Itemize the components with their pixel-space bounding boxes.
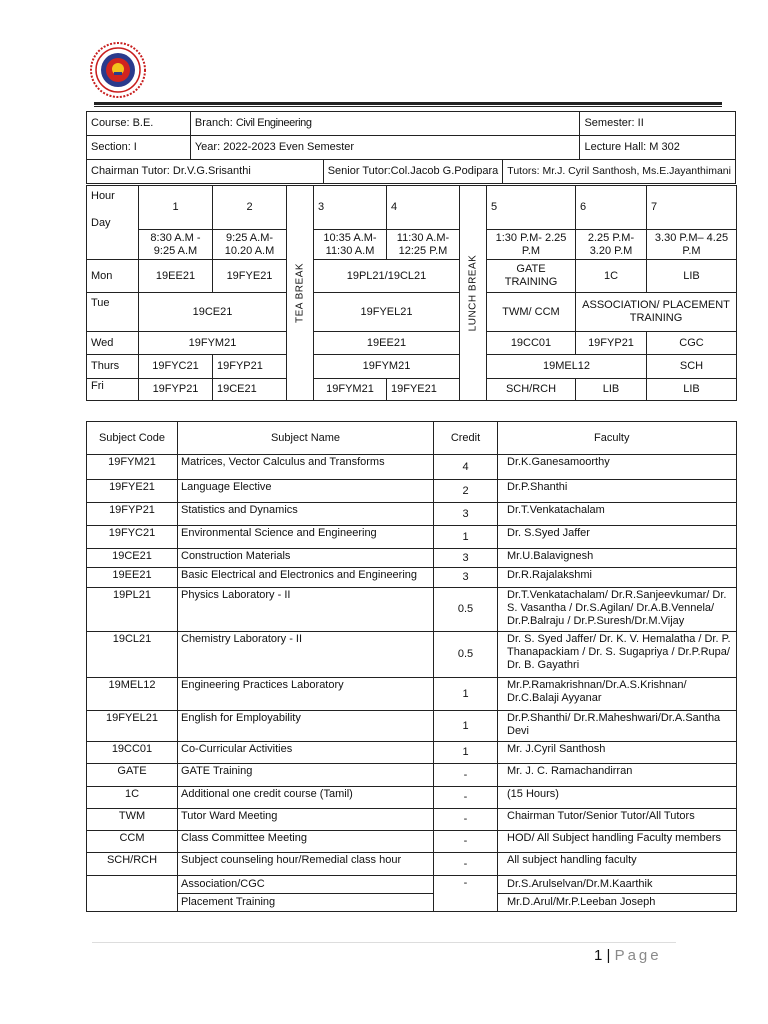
subject-name: GATE Training — [178, 764, 434, 787]
hour-5: 5 — [487, 186, 576, 230]
row-tue — [87, 293, 737, 332]
page-number: 1 — [594, 947, 603, 964]
mon-h34: 19PL21/19CL21 — [314, 260, 460, 293]
subject-credit: 0.5 — [434, 588, 498, 632]
subject-table — [86, 421, 737, 912]
tue-h67: ASSOCIATION/ PLACEMENT TRAINING — [576, 293, 737, 332]
subject-faculty: Dr.P.Shanthi — [498, 480, 737, 503]
subject-faculty: Dr.R.Rajalakshmi — [498, 568, 737, 588]
page-footer: 1 | Page — [594, 947, 662, 964]
subject-faculty: Mr.U.Balavignesh — [498, 549, 737, 568]
senior-tutor-cell: Senior Tutor:Col.Jacob G.Podipara — [323, 160, 503, 184]
subject-name: Language Elective — [178, 480, 434, 503]
subject-code: 19CC01 — [87, 742, 178, 764]
hour-2: 2 — [213, 186, 287, 230]
subject-name: Chemistry Laboratory - II — [178, 632, 434, 678]
subject-code: 19CL21 — [87, 632, 178, 678]
subject-name: Placement Training — [178, 894, 434, 912]
subject-rows — [87, 455, 737, 876]
branch-cell: Branch: Civil Engineering — [190, 112, 580, 136]
hour-3: 3 — [314, 186, 387, 230]
subject-faculty: HOD/ All Subject handling Faculty members — [498, 831, 737, 853]
table-row — [87, 831, 737, 853]
thu-h1: 19FYC21 — [139, 355, 213, 379]
subject-credit: 3 — [434, 549, 498, 568]
subject-faculty: Dr. S. Syed Jaffer/ Dr. K. V. Hemalatha / Dr. P. Thanapackiam / Dr. S. Sugapriya / Dr.P.Rupa/ Dr. B. Gayathri — [498, 632, 737, 678]
table-row — [87, 894, 737, 912]
institution-logo — [90, 42, 146, 98]
mon-h7: LIB — [647, 260, 737, 293]
time-5: 1:30 P.M- 2.25 P.M — [487, 230, 576, 260]
fri-h2: 19CE21 — [213, 379, 287, 401]
subject-code: 19EE21 — [87, 568, 178, 588]
subject-credit: - — [434, 831, 498, 853]
subject-code: TWM — [87, 809, 178, 831]
subject-credit: - — [434, 764, 498, 787]
table-row — [87, 809, 737, 831]
header-subject-code: Subject Code — [87, 422, 178, 455]
fri-h6: LIB — [576, 379, 647, 401]
wed-h6: 19FYP21 — [576, 332, 647, 355]
subject-name: Basic Electrical and Electronics and Engineering — [178, 568, 434, 588]
subject-credit: 2 — [434, 480, 498, 503]
row-fri — [87, 379, 737, 401]
subject-code: 19FYE21 — [87, 480, 178, 503]
mon-h5: GATE TRAINING — [487, 260, 576, 293]
subject-credit: - — [434, 787, 498, 809]
day-mon: Mon — [87, 260, 139, 293]
table-row — [87, 503, 737, 526]
chairman-tutor-cell: Chairman Tutor: Dr.V.G.Srisanthi — [87, 160, 324, 184]
subject-code: 19CE21 — [87, 549, 178, 568]
header-subject-name: Subject Name — [178, 422, 434, 455]
day-tue: Tue — [87, 293, 139, 332]
wed-h7: CGC — [647, 332, 737, 355]
subject-name: Tutor Ward Meeting — [178, 809, 434, 831]
wed-h34: 19EE21 — [314, 332, 460, 355]
subject-name: Co-Curricular Activities — [178, 742, 434, 764]
subject-code: CCM — [87, 831, 178, 853]
subject-credit: 3 — [434, 503, 498, 526]
subject-faculty: Mr.D.Arul/Mr.P.Leeban Joseph — [498, 894, 737, 912]
subject-faculty: (15 Hours) — [498, 787, 737, 809]
day-thu: Thurs — [87, 355, 139, 379]
header-rule — [94, 102, 722, 105]
subject-faculty: Dr.T.Venkatachalam/ Dr.R.Sanjeevkumar/ Dr. S. Vasantha / Dr.S.Agilan/ Dr.A.B.Vennela/ Dr.P.Balraju / Dr.P.Suresh/Dr.M.Vijay — [498, 588, 737, 632]
time-4: 11:30 A.M- 12:25 P.M — [387, 230, 460, 260]
subject-credit: 0.5 — [434, 632, 498, 678]
subject-code: 19FYP21 — [87, 503, 178, 526]
wed-h12: 19FYM21 — [139, 332, 287, 355]
subject-name: Subject counseling hour/Remedial class hour — [178, 853, 434, 876]
fri-h3: 19FYM21 — [314, 379, 387, 401]
hour-6: 6 — [576, 186, 647, 230]
subject-name: Association/CGC — [178, 876, 434, 894]
fri-h4: 19FYE21 — [387, 379, 460, 401]
table-row — [87, 568, 737, 588]
time-1: 8:30 A.M - 9:25 A.M — [139, 230, 213, 260]
tue-h5: TWM/ CCM — [487, 293, 576, 332]
subject-name: Additional one credit course (Tamil) — [178, 787, 434, 809]
table-row — [87, 787, 737, 809]
subject-code: 19FYC21 — [87, 526, 178, 549]
table-row — [87, 764, 737, 787]
subject-credit: 4 — [434, 455, 498, 480]
subject-faculty: Dr.P.Shanthi/ Dr.R.Maheshwari/Dr.A.Santha Devi — [498, 711, 737, 742]
mon-h6: 1C — [576, 260, 647, 293]
subject-name: Statistics and Dynamics — [178, 503, 434, 526]
subject-credit: - — [434, 809, 498, 831]
subject-faculty: Chairman Tutor/Senior Tutor/All Tutors — [498, 809, 737, 831]
fri-h5: SCH/RCH — [487, 379, 576, 401]
fri-h1: 19FYP21 — [139, 379, 213, 401]
tea-break: TEA BREAK — [287, 186, 314, 401]
subject-code: 1C — [87, 787, 178, 809]
time-7: 3.30 P.M– 4.25 P.M — [647, 230, 737, 260]
table-row — [87, 455, 737, 480]
lunch-break: LUNCH BREAK — [460, 186, 487, 401]
subject-faculty: Dr.S.Arulselvan/Dr.M.Kaarthik — [498, 876, 737, 894]
thu-h34: 19FYM21 — [314, 355, 460, 379]
subject-name: Construction Materials — [178, 549, 434, 568]
hour-day-cell: Hour Day — [87, 186, 139, 260]
subject-name: Physics Laboratory - II — [178, 588, 434, 632]
subject-code: GATE — [87, 764, 178, 787]
tue-h12: 19CE21 — [139, 293, 287, 332]
timetable — [86, 185, 737, 401]
subject-credit: 1 — [434, 742, 498, 764]
subject-name: Matrices, Vector Calculus and Transforms — [178, 455, 434, 480]
header-credit: Credit — [434, 422, 498, 455]
wed-h5: 19CC01 — [487, 332, 576, 355]
subject-name: Engineering Practices Laboratory — [178, 678, 434, 711]
hour-4: 4 — [387, 186, 460, 230]
table-row — [87, 526, 737, 549]
tutors-cell: Tutors: Mr.J. Cyril Santhosh, Ms.E.Jayanthimani — [503, 160, 736, 184]
table-row — [87, 678, 737, 711]
row-thu — [87, 355, 737, 379]
header-faculty: Faculty — [498, 422, 737, 455]
section-cell: Section: I — [87, 136, 191, 160]
lecture-hall-cell: Lecture Hall: M 302 — [580, 136, 736, 160]
thu-h7: SCH — [647, 355, 737, 379]
semester-cell: Semester: II — [580, 112, 736, 136]
subject-faculty: Dr.T.Venkatachalam — [498, 503, 737, 526]
tue-h34: 19FYEL21 — [314, 293, 460, 332]
page-label: Page — [614, 947, 662, 964]
table-row — [87, 549, 737, 568]
subject-faculty: All subject handling faculty — [498, 853, 737, 876]
time-2: 9:25 A.M- 10.20 A.M — [213, 230, 287, 260]
table-row — [87, 876, 737, 894]
row-mon — [87, 260, 737, 293]
day-wed: Wed — [87, 332, 139, 355]
subject-faculty: Dr. S.Syed Jaffer — [498, 526, 737, 549]
subject-code: 19FYM21 — [87, 455, 178, 480]
row-wed — [87, 332, 737, 355]
subject-faculty: Dr.K.Ganesamoorthy — [498, 455, 737, 480]
year-cell: Year: 2022-2023 Even Semester — [190, 136, 580, 160]
table-row — [87, 742, 737, 764]
time-3: 10:35 A.M- 11:30 A.M — [314, 230, 387, 260]
subject-faculty: Mr. J. C. Ramachandirran — [498, 764, 737, 787]
table-row — [87, 853, 737, 876]
subject-code: 19PL21 — [87, 588, 178, 632]
subject-faculty: Mr.P.Ramakrishnan/Dr.A.S.Krishnan/ Dr.C.Balaji Ayyanar — [498, 678, 737, 711]
subject-credit: 1 — [434, 678, 498, 711]
subject-code: SCH/RCH — [87, 853, 178, 876]
course-info-table — [86, 111, 736, 184]
subject-name: Environmental Science and Engineering — [178, 526, 434, 549]
subject-code — [87, 876, 178, 912]
subject-credit: 1 — [434, 711, 498, 742]
footer-rule — [92, 942, 676, 943]
mon-h2: 19FYE21 — [213, 260, 287, 293]
subject-credit: 3 — [434, 568, 498, 588]
subject-name: Class Committee Meeting — [178, 831, 434, 853]
table-row — [87, 711, 737, 742]
subject-faculty: Mr. J.Cyril Santhosh — [498, 742, 737, 764]
subject-name: English for Employability — [178, 711, 434, 742]
fri-h7: LIB — [647, 379, 737, 401]
mon-h1: 19EE21 — [139, 260, 213, 293]
subject-credit: 1 — [434, 526, 498, 549]
subject-code: 19FYEL21 — [87, 711, 178, 742]
hour-7: 7 — [647, 186, 737, 230]
table-row — [87, 480, 737, 503]
thu-h2: 19FYP21 — [213, 355, 287, 379]
subject-credit: - — [434, 876, 498, 912]
table-row — [87, 588, 737, 632]
time-6: 2.25 P.M- 3.20 P.M — [576, 230, 647, 260]
day-fri: Fri — [87, 379, 139, 401]
subject-credit: - — [434, 853, 498, 876]
thu-h56: 19MEL12 — [487, 355, 647, 379]
table-row — [87, 632, 737, 678]
header-rule-thin — [94, 106, 722, 107]
course-cell: Course: B.E. — [87, 112, 191, 136]
subject-code: 19MEL12 — [87, 678, 178, 711]
hour-1: 1 — [139, 186, 213, 230]
